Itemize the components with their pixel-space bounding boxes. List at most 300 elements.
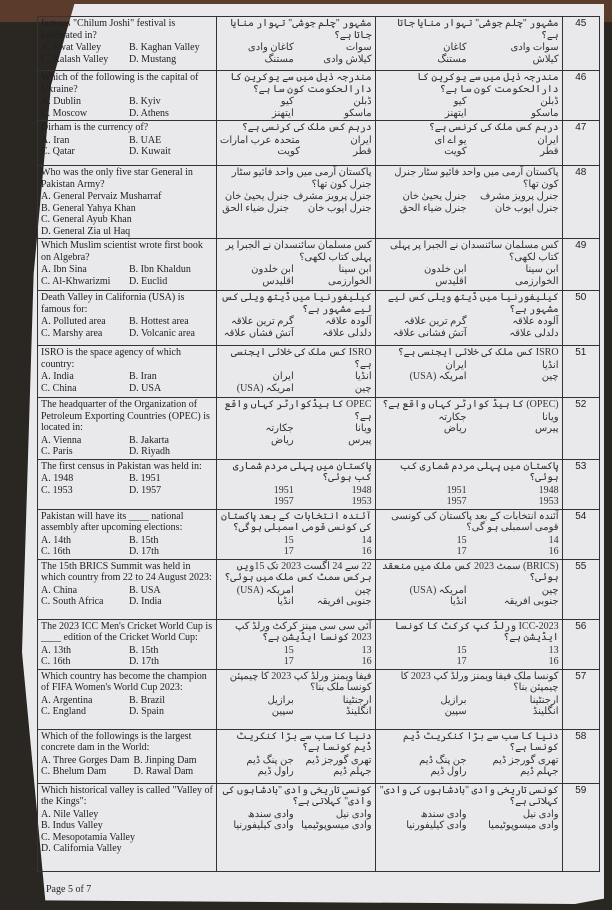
urdu-question-text: ICC-2023 ورلڈ کپ کرکٹ کا کونسا ایڈیشن ہے؟ — [394, 620, 559, 643]
urdu-option: وادی نیل — [335, 808, 372, 820]
question-row — [38, 166, 600, 239]
question-number: 45 — [562, 17, 599, 71]
urdu-option: ابن سینا — [338, 264, 372, 275]
options — [41, 473, 213, 496]
question-english — [38, 559, 217, 619]
question-urdu — [216, 17, 375, 71]
urdu-question-text: OPEC کا ہیڈکوارٹر کہاں واقع ہے؟ — [224, 399, 372, 422]
option: D. Volcanic area — [128, 327, 195, 339]
urdu-option: 1957 — [273, 496, 294, 507]
urdu-option: 15 — [456, 534, 467, 546]
urdu-option: 13 — [361, 644, 372, 656]
urdu-options — [220, 371, 372, 394]
option: A. Ibn Sina — [41, 264, 87, 275]
option: C. Kalash Valley — [41, 53, 109, 65]
page-number: Page 5 of 7 — [46, 884, 92, 895]
question-english — [38, 239, 217, 291]
urdu-option: سپین — [444, 706, 467, 717]
urdu-option: جنرل یحییٰ خان — [402, 191, 467, 202]
option: C. Bhelum Dam — [41, 766, 107, 777]
urdu-option: 1948 — [351, 484, 372, 496]
urdu-option: اقلیدس — [435, 275, 467, 287]
urdu-option: امریکہ (USA) — [409, 584, 467, 596]
question-row — [38, 559, 600, 619]
urdu-question-text: کس مسلمان سائنسدان نے الجبرا پر پہلی کتاب لکھی؟ — [225, 240, 372, 263]
urdu-question-text: درہم کس ملک کی کرنسی ہے؟ — [428, 122, 559, 133]
urdu-option: پیرس — [535, 423, 559, 434]
option: B. UAE — [128, 134, 162, 146]
option: B. Jakarta — [128, 434, 169, 446]
urdu-question-text: کیلیفورنیا میں ڈیتھ ویلی کس لیے مشہور ہے؟ — [220, 292, 372, 315]
urdu-option: آتش فشاں علاقہ — [223, 327, 294, 339]
urdu-option: وادی نیل — [522, 808, 559, 820]
option: B. 1951 — [128, 473, 161, 484]
urdu-question-text: (BRICS) سمٹ 2023 کس ملک میں منعقد ہوئی؟ — [381, 560, 559, 583]
urdu-options — [220, 42, 372, 65]
question-text: ISRO is the space agency of which country: — [41, 347, 181, 370]
option: B. Kaghan Valley — [128, 42, 200, 53]
urdu-question-text: کیلیفورنیا میں ڈیتھ ویلی کس لیے مشہور ہے؟ — [387, 292, 559, 315]
exam-table — [37, 16, 600, 872]
urdu-option: جنرل پرویز مشرف — [293, 191, 372, 202]
question-urdu-alt — [375, 346, 562, 398]
urdu-option: ماسکو — [531, 107, 559, 119]
urdu-option: کویت — [444, 146, 467, 157]
question-number: 50 — [562, 291, 599, 346]
option: A. India — [41, 371, 74, 382]
urdu-option: جن پنگ ڈیم — [419, 754, 467, 766]
question-urdu-alt — [375, 559, 562, 619]
urdu-option: 15 — [456, 644, 467, 656]
urdu-options — [379, 809, 559, 832]
urdu-option: تھری گورجز ڈیم — [305, 754, 372, 766]
option: D. California Valley — [41, 843, 122, 854]
question-english — [38, 17, 217, 71]
option: C. 16th — [41, 546, 71, 557]
question-english — [38, 619, 217, 669]
urdu-option: قطر — [353, 146, 372, 157]
question-text: Which Muslim scientist wrote first book on Algebra? — [41, 240, 203, 263]
question-row — [38, 17, 600, 71]
urdu-question-text: کونسا ملک فیفا ویمنز ورلڈ کپ 2023 کا چیمپئن بنا؟ — [400, 670, 559, 693]
urdu-option: سپین — [271, 706, 294, 717]
question-urdu — [216, 509, 375, 559]
options — [41, 695, 213, 718]
question-text: Who was the only five star General in Pakistan Army? — [41, 167, 193, 190]
question-text: The first census in Pakistan was held in: — [41, 460, 202, 472]
urdu-option: تھری گورجز ڈیم — [492, 754, 559, 766]
urdu-question-text: آئندہ انتخابات کے بعد پاکستان کی کونسی قومی اسمبلی ہوگی؟ — [220, 510, 372, 533]
urdu-option: ڈبلن — [353, 96, 372, 107]
urdu-options — [220, 485, 372, 508]
question-urdu — [216, 783, 375, 871]
urdu-option: جنرل ضیاء الحق — [399, 202, 467, 214]
options — [41, 809, 213, 855]
option: A. 1948 — [41, 473, 74, 484]
options — [41, 135, 213, 158]
options — [41, 316, 213, 339]
urdu-option: 17 — [456, 656, 467, 667]
urdu-option: وادی کیلیفورنیا — [233, 820, 294, 831]
question-number: 47 — [562, 121, 599, 166]
urdu-question-text: پاکستان میں پہلی مردم شماری کب ہوئی؟ — [232, 460, 372, 483]
question-urdu — [216, 559, 375, 619]
urdu-option: قطر — [540, 146, 559, 157]
option: B. General Yahya Khan — [41, 202, 136, 214]
question-english — [38, 783, 217, 871]
question-row — [38, 783, 600, 871]
option: D. Mustang — [128, 53, 177, 65]
urdu-option: وادی کیلیفورنیا — [406, 820, 467, 831]
urdu-option: 17 — [456, 546, 467, 557]
urdu-option: کیلاش — [532, 53, 559, 65]
urdu-option: جنرل ایوب خان — [307, 202, 372, 214]
option: C. Moscow — [41, 107, 88, 119]
question-urdu-alt — [375, 71, 562, 121]
urdu-options — [379, 135, 559, 158]
urdu-question-text: فیفا ویمنز ورلڈ کپ 2023 کا چیمپئن کونسا ملک بنا؟ — [229, 670, 372, 693]
question-text: The 2023 ICC Men's Cricket World Cup is ____ edition of the Cricket World Cup: — [41, 620, 213, 643]
option: C. England — [41, 706, 86, 717]
question-text: Pakistan will have its ____ national assembly after upcoming elections: — [41, 510, 184, 533]
urdu-question-text: دنیا کا سب سے بڑا کنکریٹ ڈیم کونسا ہے؟ — [236, 730, 372, 753]
urdu-option: امریکہ (USA) — [236, 382, 294, 394]
options — [41, 264, 213, 287]
question-urdu-alt — [375, 121, 562, 166]
question-urdu — [216, 291, 375, 346]
option: A. Three Gorges Dam — [41, 754, 130, 766]
question-urdu — [216, 121, 375, 166]
option: A. China — [41, 584, 78, 596]
question-english — [38, 459, 217, 509]
urdu-option: کاغان وادی — [247, 42, 294, 53]
urdu-options — [220, 135, 372, 158]
urdu-option: متحدہ عرب امارات — [219, 134, 300, 146]
option: B. Jinping Dam — [133, 754, 197, 766]
question-urdu-alt — [375, 509, 562, 559]
urdu-option: 1948 — [538, 484, 559, 496]
urdu-option: سوات وادی — [510, 42, 559, 53]
urdu-option: ریاض — [443, 423, 467, 434]
question-text: Which of the followings is the largest concrete dam in the World: — [41, 730, 192, 753]
urdu-option: امریکہ (USA) — [409, 371, 467, 382]
option: D. USA — [128, 382, 162, 394]
question-number: 46 — [562, 71, 599, 121]
urdu-option: کیلاش وادی — [323, 53, 372, 65]
question-urdu-alt — [375, 17, 562, 71]
urdu-options — [379, 485, 559, 508]
urdu-option: ایران — [350, 134, 372, 146]
urdu-question-text: مشہور "چلم جوشی" تہوار منایا جاتا ہے؟ — [397, 18, 559, 41]
urdu-options — [220, 755, 372, 778]
question-english — [38, 166, 217, 239]
urdu-option: ویانا — [355, 423, 372, 434]
urdu-options — [379, 316, 559, 339]
question-english — [38, 669, 217, 729]
question-urdu-alt — [375, 166, 562, 239]
question-row — [38, 71, 600, 121]
option: D. 17th — [128, 656, 159, 667]
question-text: famous "Chilum Joshi" festival is celebrated in? — [41, 18, 176, 41]
urdu-option: ابن سینا — [525, 264, 559, 275]
urdu-option: 13 — [548, 644, 559, 656]
urdu-options — [220, 809, 372, 832]
option: C. Paris — [41, 446, 73, 457]
urdu-option: ڈبلن — [540, 96, 559, 107]
urdu-option: امریکہ (USA) — [236, 584, 294, 596]
option: D. Euclid — [128, 275, 168, 287]
urdu-option: 17 — [283, 656, 294, 667]
urdu-question-text: پاکستان آرمی میں واحد فائیو سٹار جنرل کون تھا؟ — [394, 167, 559, 190]
question-row — [38, 291, 600, 346]
option: B. USA — [128, 584, 161, 596]
question-number: 49 — [562, 239, 599, 291]
option: C. Qatar — [41, 146, 75, 157]
urdu-options — [220, 535, 372, 558]
urdu-question-text: کونسی تاریخی وادی "بادشاہوں کی وادی" کہلاتی ہے؟ — [222, 784, 372, 807]
urdu-options — [379, 535, 559, 558]
question-urdu-alt — [375, 459, 562, 509]
urdu-option: راول ڈیم — [257, 766, 294, 777]
urdu-option: جنوبی افریقہ — [503, 596, 559, 607]
urdu-option: برازیل — [267, 694, 294, 706]
question-row — [38, 509, 600, 559]
urdu-option: کاغان — [443, 42, 467, 53]
urdu-question-text: کس مسلمان سائنسدان نے الجبرا پر پہلی کتاب لکھی؟ — [389, 240, 559, 263]
urdu-option: ویانا — [542, 411, 559, 423]
urdu-option: چین — [354, 584, 372, 596]
urdu-option: جنرل ایوب خان — [494, 202, 559, 214]
urdu-option: ایتھنز — [272, 107, 294, 119]
question-urdu — [216, 239, 375, 291]
urdu-option: 1953 — [538, 496, 559, 507]
question-urdu-alt — [375, 669, 562, 729]
urdu-option: انڈیا — [541, 359, 559, 371]
urdu-option: یو اے ای — [434, 134, 467, 146]
options — [41, 371, 213, 394]
option: B. 15th — [128, 644, 159, 656]
urdu-option: مستنگ — [264, 53, 294, 65]
urdu-option: انگلینڈ — [532, 706, 559, 717]
urdu-option: جنرل یحییٰ خان — [224, 191, 290, 202]
urdu-options — [379, 695, 559, 718]
urdu-option: انڈیا — [449, 596, 467, 607]
question-row — [38, 459, 600, 509]
urdu-question-text: ISRO کس ملک کی خلائی ایجنسی ہے؟ — [397, 347, 559, 358]
urdu-options — [379, 645, 559, 668]
option: D. Spain — [128, 706, 164, 717]
question-english — [38, 71, 217, 121]
urdu-options — [379, 412, 559, 435]
question-english — [38, 729, 217, 783]
urdu-option: ارجنٹینا — [529, 694, 559, 706]
urdu-options — [379, 264, 559, 287]
urdu-option: 15 — [283, 644, 294, 656]
option: B. Hottest area — [128, 316, 189, 327]
urdu-option: انڈیا — [277, 596, 294, 607]
urdu-option: 1951 — [273, 484, 294, 496]
urdu-question-text: مندرجہ ذیل میں سے یوکرین کا دارالحکومت کون سا ہے؟ — [417, 72, 559, 95]
urdu-options — [220, 695, 372, 718]
question-urdu-alt — [375, 619, 562, 669]
question-urdu-alt — [375, 398, 562, 460]
urdu-question-text: درہم کس ملک کی کرنسی ہے؟ — [241, 122, 372, 133]
question-text: Which country has become the champion of FIFA Women's World Cup 2023: — [41, 670, 207, 693]
question-text: Dirham is the currency of? — [41, 122, 149, 133]
urdu-option: سوات — [345, 42, 372, 53]
option: B. 15th — [128, 534, 159, 546]
urdu-option: چین — [541, 371, 559, 382]
option: D. Athens — [128, 107, 169, 119]
option: A. Dublin — [41, 96, 81, 107]
options — [41, 191, 213, 237]
urdu-option: ریاض — [271, 434, 294, 446]
question-text: Which historical valley is called "Valley of the Kings": — [41, 784, 213, 807]
question-english — [38, 121, 217, 166]
urdu-option: 15 — [283, 534, 294, 546]
urdu-option: انڈیا — [354, 371, 372, 382]
options — [41, 96, 213, 119]
question-number: 52 — [562, 398, 599, 460]
option: B. Indus Valley — [41, 820, 103, 831]
urdu-option: 17 — [283, 546, 294, 557]
urdu-option: جن پنگ ڈیم — [246, 754, 294, 766]
question-text: Which of the following is the capital of Ukraine? — [41, 72, 199, 95]
urdu-question-text: آئندہ انتخابات کے بعد پاکستان کی کونسی قومی اسمبلی ہو گی؟ — [391, 510, 559, 533]
urdu-option: مستنگ — [437, 53, 467, 65]
question-number: 57 — [562, 669, 599, 729]
urdu-options — [379, 96, 559, 119]
urdu-question-text: ISRO کس ملک کی خلائی ایجنسی ہے؟ — [230, 347, 372, 370]
option: D. Rawal Dam — [133, 766, 194, 777]
urdu-question-text: (OPEC) کا ہیڈ کوارٹر کہاں واقع ہے؟ — [382, 399, 559, 410]
question-text: The headquarter of the Organization of Petroleum Exporting Countries (OPEC) is located in: — [41, 399, 210, 433]
urdu-option: کویت — [277, 146, 300, 157]
option: D. Riyadh — [128, 446, 171, 457]
question-urdu — [216, 669, 375, 729]
urdu-options — [220, 645, 372, 668]
urdu-option: جہلم ڈیم — [520, 766, 559, 777]
question-row — [38, 619, 600, 669]
option: C. Marshy area — [41, 327, 103, 339]
urdu-options — [220, 96, 372, 119]
option: B. Iran — [128, 371, 157, 382]
urdu-option: گرم ترین علاقہ — [403, 316, 467, 327]
question-row — [38, 346, 600, 398]
urdu-option: ایران — [445, 359, 467, 371]
question-text: The 15th BRICS Summit was held in which country from 22 to 24 August 2023: — [41, 560, 212, 583]
question-number: 56 — [562, 619, 599, 669]
option: C. 1953 — [41, 484, 73, 496]
urdu-option: برازیل — [440, 694, 467, 706]
question-number: 54 — [562, 509, 599, 559]
options — [41, 42, 213, 65]
urdu-option: وادی میسوپوٹیمیا — [301, 820, 372, 831]
urdu-option: راول ڈیم — [430, 766, 467, 777]
option: C. China — [41, 382, 77, 394]
urdu-option: گرم ترین علاقہ — [231, 316, 294, 327]
question-number: 58 — [562, 729, 599, 783]
option: A. Swat Valley — [41, 42, 102, 53]
option: C. Mesopotamia Valley — [41, 831, 135, 843]
urdu-option: 16 — [548, 656, 559, 667]
urdu-option: آتش فشانی علاقہ — [392, 327, 467, 339]
option: A. Nile Valley — [41, 808, 99, 820]
option: D. Kuwait — [128, 146, 171, 157]
option: B. Ibn Khaldun — [128, 264, 191, 275]
urdu-options — [220, 585, 372, 608]
urdu-option: جکارتہ — [265, 423, 294, 434]
urdu-option: ارجنٹینا — [342, 694, 372, 706]
question-urdu — [216, 346, 375, 398]
urdu-option: جنرل ضیاء الحق — [222, 202, 290, 214]
option: A. 13th — [41, 644, 71, 656]
question-number: 55 — [562, 559, 599, 619]
option: B. Brazil — [128, 694, 166, 706]
urdu-option: 16 — [361, 546, 372, 557]
urdu-question-text: پاکستان میں پہلی مردم شماری کب ہوئی؟ — [399, 460, 559, 483]
urdu-option: 16 — [548, 546, 559, 557]
option: A. General Pervaiz Musharraf — [41, 191, 162, 202]
urdu-option: 16 — [361, 656, 372, 667]
urdu-options — [220, 191, 372, 214]
urdu-option: 14 — [361, 534, 372, 546]
question-number: 51 — [562, 346, 599, 398]
options — [41, 435, 213, 458]
urdu-question-text: مشہور "چلم جوشی" تہوار منایا جاتا ہے؟ — [230, 18, 372, 41]
urdu-options — [379, 360, 559, 383]
question-urdu — [216, 459, 375, 509]
question-english — [38, 346, 217, 398]
urdu-option: ایران — [537, 134, 559, 146]
option: A. Iran — [41, 134, 70, 146]
options — [41, 585, 213, 608]
options — [41, 755, 213, 778]
question-urdu — [216, 398, 375, 460]
urdu-option: چین — [354, 382, 372, 394]
options — [41, 535, 213, 558]
question-urdu — [216, 71, 375, 121]
option: C. South Africa — [41, 596, 104, 607]
urdu-option: وادی سندھ — [247, 808, 294, 820]
urdu-options — [220, 316, 372, 339]
urdu-question-text: 22 سے 24 اگست 2023 تک 15ویں برکس سمٹ کس ملک میں ہوئی؟ — [224, 560, 372, 583]
urdu-option: آلودہ علاقہ — [325, 316, 372, 327]
option: D. India — [128, 596, 162, 607]
urdu-option: آلودہ علاقہ — [512, 316, 559, 327]
question-row — [38, 729, 600, 783]
option: D. 1957 — [128, 484, 162, 496]
question-row — [38, 239, 600, 291]
urdu-option: انگلینڈ — [345, 706, 372, 717]
urdu-option: وادی سندھ — [420, 808, 467, 820]
urdu-option: اقلیدس — [262, 275, 294, 287]
urdu-option: کیو — [280, 96, 294, 107]
question-urdu-alt — [375, 783, 562, 871]
question-row — [38, 398, 600, 460]
urdu-question-text: کونسی تاریخی وادی "بادشاہوں کی وادی" کہلاتی ہے؟ — [379, 784, 559, 807]
question-urdu — [216, 166, 375, 239]
urdu-option: جہلم ڈیم — [333, 766, 372, 777]
question-english — [38, 509, 217, 559]
urdu-options — [220, 264, 372, 287]
question-urdu-alt — [375, 291, 562, 346]
option: D. General Zia ul Haq — [41, 225, 131, 237]
option: A. Vienna — [41, 434, 82, 446]
urdu-option: کیو — [453, 96, 467, 107]
urdu-options — [220, 423, 372, 446]
option: D. 17th — [128, 546, 159, 557]
